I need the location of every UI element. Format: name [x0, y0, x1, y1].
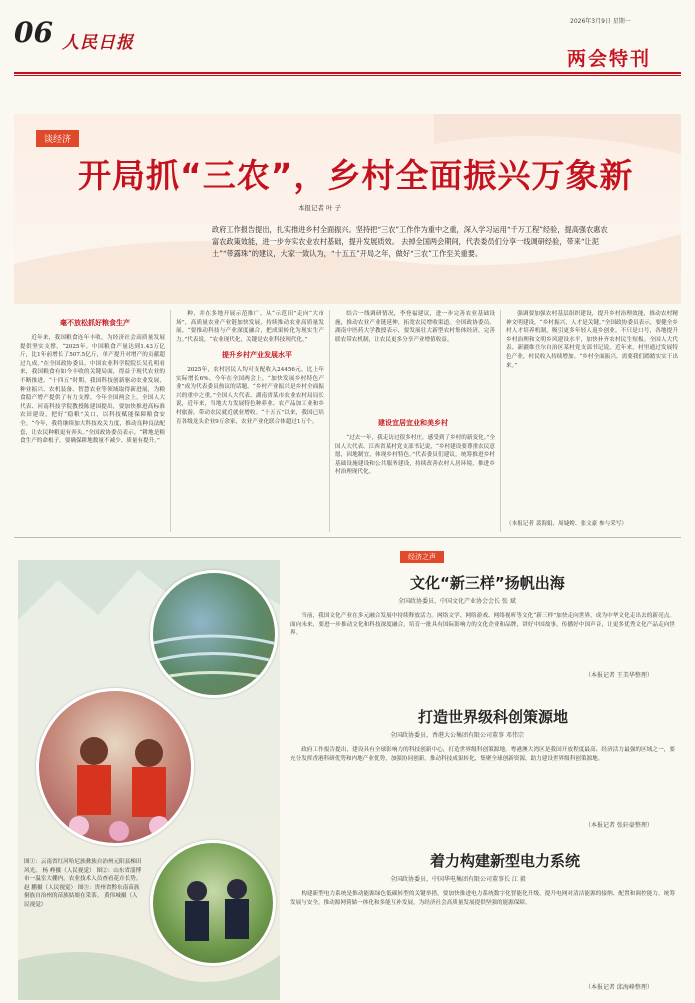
newspaper-logo: 人民日报 [62, 33, 134, 53]
article-column-2b: 2025年，农村居民人均可支配收入24456元，比上年实际增长6%。今年在全国两会上，“加快发展乡村特色产业”成为代表委员热议的话题。“乡村产业振兴是乡村全面振兴的重中之重。”全国人大代表、湖南省某市农业农村局局长说，近年来，当地大力发展特色种养业、农产品加工业和乡村旅游，带动农民就近就业增收。“十五五”以来，我国已培育各级龙头企业9万余家，农业产业化联合体超过1万个。 [176, 367, 324, 425]
dateline: 2026年3月9日 星期一 [570, 18, 631, 25]
article-note-power: （本报记者 邱海峰整理） [585, 984, 653, 991]
column-tag: 谈经济 [36, 130, 79, 147]
article-column-3b: “过去一年，我走访过很多村庄，感受到了乡村的新变化。”全国人大代表、江西省某村党支部书记说，“乡村建设要尊重农民意愿，因地制宜，体现乡村特色。”代表委员们建议，统筹推进乡村基础设施建设和公共服务建设，持续改善农村人居环境，推进乡村治理现代化。 [335, 435, 495, 476]
headline: 开局抓“三农”，乡村全面振兴万象新 [78, 156, 634, 195]
column-divider [170, 310, 171, 532]
article-title-power: 着力构建新型电力系统 [430, 852, 581, 870]
article-body-innovation: 政府工作报告提出，建设具有全球影响力的科技创新中心，打造世界级科创策源地。粤港澳大湾区是我国开放程度最高、经济活力最强的区域之一，要充分发挥香港科研优势和内地产业优势，加强协同创新，推动科技成果转化，集聚全球创新资源，助力建设世界级科创策源地。 [290, 747, 675, 762]
section-tag: 经济之声 [400, 551, 444, 563]
article-column-2a: 种，并在多地开展示范推广。从“示范田”走向“大市场”，高质量农业产业链加快发展，持续推动农业高质量发展。“要推动科技与产业深度融合，把成果转化为现实生产力。”代表说，“农业现代化，关键是农业科技现代化。” [176, 311, 324, 343]
article-body-culture: 当前，我国文化产业在多元融合发展中持续释放活力。网络文学、网络游戏、网络视听等文化“新三样”加快走向世界，成为中华文化走出去的新亮点。面向未来，要进一步推动文化和科技深度融合，培育一批具有国际影响力的文化企业和品牌，讲好中国故事，传播好中国声音，让更多优秀文化产品走向世界。 [290, 613, 675, 637]
article-title-culture: 文化“新三样”扬帆出海 [410, 574, 565, 592]
subheading-industry: 提升乡村产业发展水平 [222, 351, 292, 359]
lead-paragraph: 政府工作报告提出，扎实推进乡村全面振兴。坚持把“三农”工作作为重中之重，深入学习运用“千万工程”经验，提高强农惠农富农政策效能，进一步夯实农业农村基础，提升发展质效。 去掉全国两会期间，代表委员们分享一线调研经验，带来“让泥土”“带露珠”的建议，大家一致认为，“十五五”开局之年，做好“三农”工作至关重要。 [212, 225, 608, 258]
article-body-power: 构建新型电力系统是推动能源绿色低碳转型的关键举措。要加快推进电力系统数字化智能化升级，提升电网对清洁能源的接纳、配置和调控能力，统筹发展与安全，推动源网荷储一体化和多能互补发展，为经济社会高质量发展提供坚强的能源保障。 [290, 891, 675, 906]
column-divider [329, 310, 330, 532]
banner-decoration [14, 114, 681, 304]
article-title-innovation: 打造世界级科创策源地 [418, 708, 569, 726]
column-divider [500, 310, 501, 532]
headline-banner [14, 114, 681, 304]
article-column-3a: 结合一线调研情况，李登福建议，进一步完善农业基础设施，推动农业产业链延伸，拓宽农民增收渠道。全国政协委员、湖南中医药大学教授表示，要发展壮大新型农村集体经济，完善联农带农机制，让农民更多分享产业增值收益。 [335, 311, 495, 343]
subheading-village: 建设宜居宜业和美乡村 [378, 419, 448, 427]
article-author-innovation: 全国政协委员、香港大公集团有限公司董事 邓伟宗 [390, 732, 524, 739]
photo-caption: 图①：云南省红河哈尼族彝族自治州元阳县梯田风光。 杨 峥摄（人民视觉） 图②：山东省淄博市一温室大棚内，农业技术人员查看花卉长势。 赵 鹏摄（人民视觉） 图③：贵州省黔东南苗族侗族自治州的苗族姑娘在采茶。 黄伟城摄（人民视觉） [24, 859, 142, 908]
photo-circle-tea [150, 840, 276, 966]
section-separator [14, 537, 681, 538]
reporter-note: （本报记者 裴海娟、周婕娉、张文豪 参与采写） [506, 521, 628, 527]
article-note-innovation: （本报记者 张轩豪整理） [585, 822, 653, 829]
header-rule [14, 72, 681, 74]
article-author-power: 全国政协委员、中国华电集团有限公司董事长 江 毅 [390, 876, 526, 883]
article-column-1: 近年来，我国粮食连年丰收，为经济社会高质量发展提供坚实支撑。“2025年，中国粮食产量达到1.43万亿斤，比1年前增长了507.5亿斤，单产提升对增产的贡献超过九成。”在全国政协委员、中国农业科学院院长吴孔明看来，我国粮食有如今丰收的关键局面，得益于现代农业的不断推进。“十四五”时期，我国科技创新驱动农业发展，种业振兴、农机装备、智慧农业等领域取得新进展，为粮食稳产增产提供了有力支撑。今年全国两会上，全国人大代表、河南科技学院教授陈建国提出，要加快推进高标准农田建设，把好“稳粮”关口，以科技赋能保障粮食安全。“今年，我将继续加大科技攻关力度，推动良种良法配套，让农民种粮更有奔头。”全国政协委员表示。“耕地是粮食生产的命根子，要确保耕地数量不减少、质量有提升。” [20, 335, 165, 445]
photo-circle-terraces [150, 570, 278, 698]
article-note-culture: （本报记者 王美华整理） [585, 672, 653, 679]
photo-circle-flowers [36, 688, 194, 846]
section-title: 两会特刊 [567, 48, 652, 70]
subheading-grain: 毫不放松抓好粮食生产 [60, 319, 130, 327]
article-author-culture: 全国政协委员、中国文化产业协会会长 张 斌 [398, 598, 516, 605]
header-rule-thin [14, 75, 681, 76]
article-column-4: 强调要加强农村基层组织建设，提升乡村治理效能，推动农村精神文明建设。“乡村振兴，人才是关键。”全国政协委员表示，要健全乡村人才培养机制，吸引更多年轻人返乡创业。不只是口号，各地提升乡村治理和文明乡风建设水平，加快补齐农村民生短板。全国人大代表、新疆维吾尔自治区某村党支部书记说，近年来，村里通过发展特色产业，村民收入持续增加。“乡村全面振兴，需要我们踏踏实实干出来。” [506, 311, 678, 369]
byline: 本报记者 叶 子 [298, 204, 342, 212]
page-number: 06 [14, 16, 53, 49]
